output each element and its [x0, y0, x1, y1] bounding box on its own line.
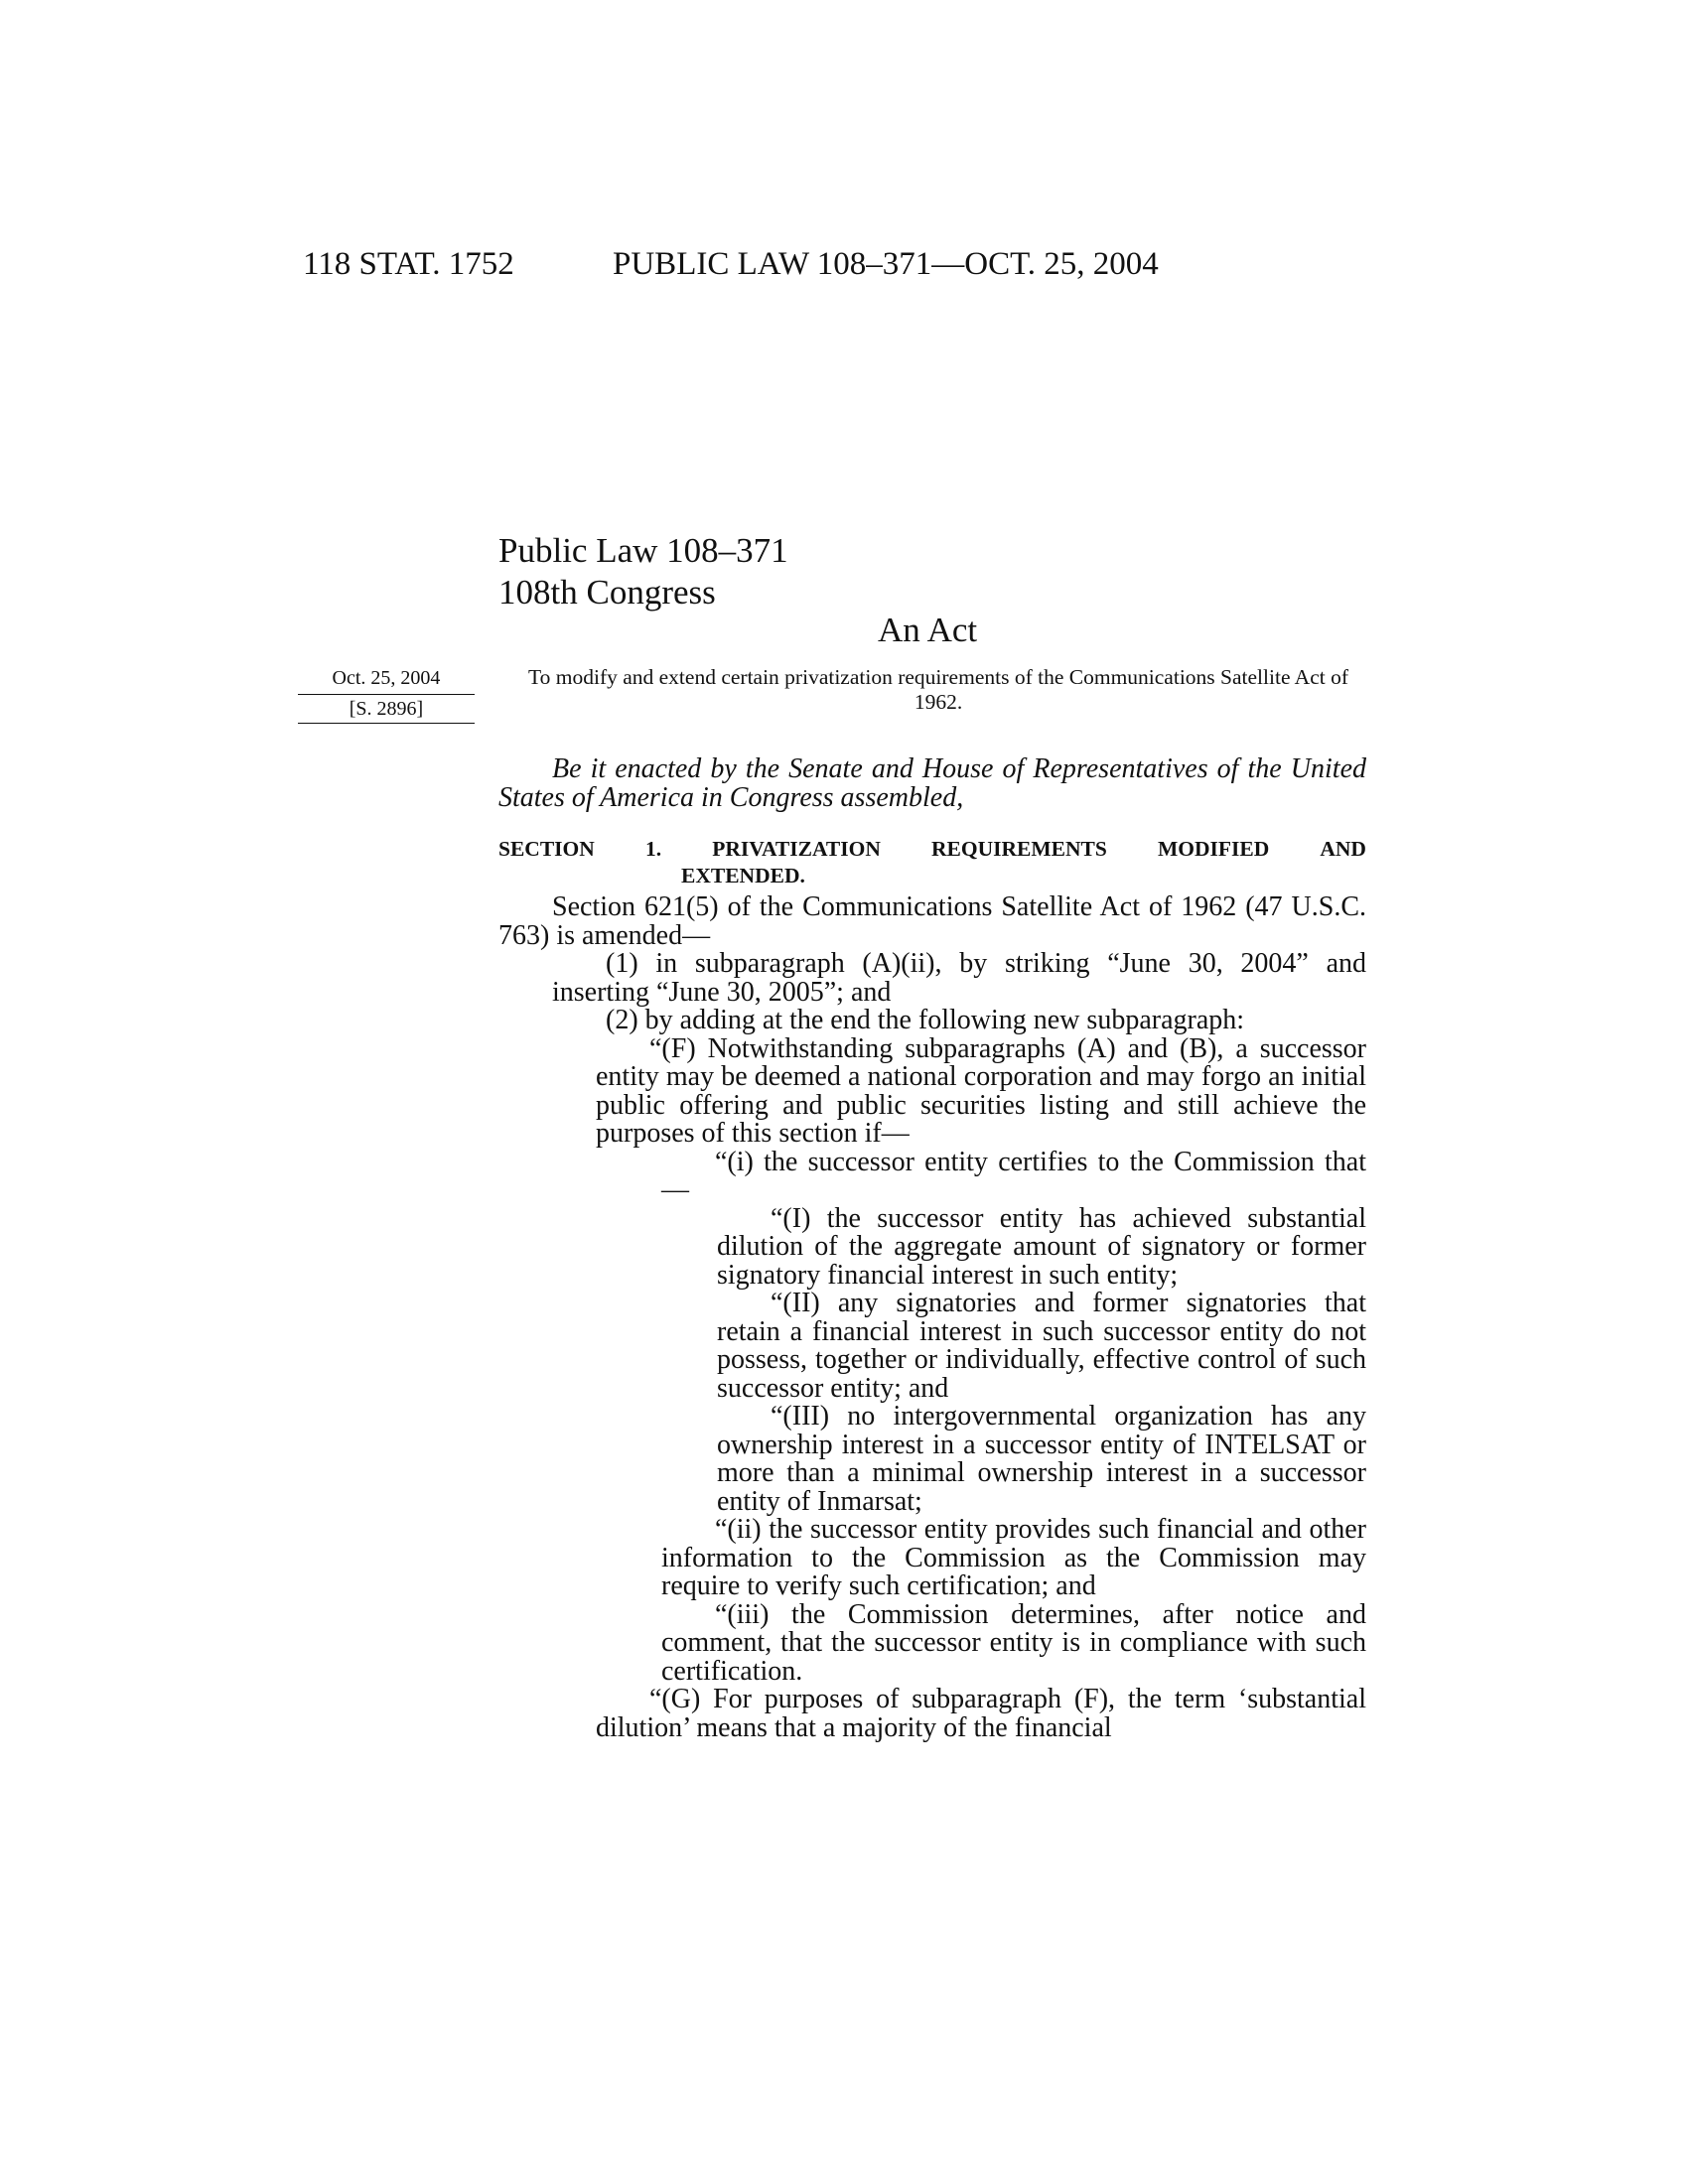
subparagraph-F: “(F) Notwithstanding subparagraphs (A) and (B), a successor entity may be deemed a national corporation and may forgo an initial public offering and public securities listing and still achieve the purposes of this section if— — [596, 1032, 1366, 1149]
act-purpose: To modify and extend certain privatization requirements of the Communications Satellite Act of 1962. — [527, 665, 1349, 714]
paragraph-2: (2) by adding at the end the following new subparagraph: — [606, 1005, 1245, 1035]
subclause-II: “(II) any signatories and former signatories that retain a financial interest in such successor entity do not possess, together or individually, effective control of such successor entity; and — [717, 1288, 1366, 1404]
bill-number: [S. 2896] — [298, 698, 475, 724]
clause-iii: “(iii) the Commission determines, after notice and comment, that the successor entity is in compliance with such certification. — [661, 1598, 1366, 1687]
act-heading: An Act — [878, 611, 978, 649]
subclause-I: “(I) the successor entity has achieved substantial dilution of the aggregate amount of signatory or former signatory financial interest in such entity; — [717, 1202, 1366, 1291]
section-title-word: MODIFIED — [1157, 837, 1270, 861]
enacting-clause: Be it enacted by the Senate and House of Representatives of the United States of America in Congress assembled, — [498, 753, 1366, 813]
running-head: PUBLIC LAW 108–371—OCT. 25, 2004 — [613, 246, 1159, 282]
section-label: SECTION — [498, 837, 595, 861]
section-title-continued: EXTENDED. — [681, 864, 805, 887]
congress-number: 108th Congress — [498, 573, 716, 612]
margin-note — [298, 667, 475, 724]
enactment-date: Oct. 25, 2004 — [298, 667, 475, 695]
amendment-intro: Section 621(5) of the Communications Satellite Act of 1962 (47 U.S.C. 763) is amended— — [498, 891, 1366, 951]
subclause-III: “(III) no intergovernmental organization has any ownership interest in a successor entity of INTELSAT or more than a minimal ownership interest in a successor entity of Inmarsat; — [717, 1401, 1366, 1517]
public-law-number: Public Law 108–371 — [498, 531, 788, 570]
page-stat-reference: 118 STAT. 1752 — [303, 246, 514, 282]
section-title-word: AND — [1320, 837, 1366, 861]
clause-i: “(i) the successor entity certifies to the Commission that— — [661, 1146, 1366, 1205]
subparagraph-G: “(G) For purposes of subparagraph (F), the term ‘substantial dilution’ means that a majority of the financial — [596, 1684, 1366, 1743]
section-heading — [498, 836, 1366, 889]
paragraph-1: (1) in subparagraph (A)(ii), by striking “June 30, 2004” and inserting “June 30, 2005”; and — [552, 948, 1366, 1008]
section-title-word: PRIVATIZATION — [712, 837, 881, 861]
section-number: 1. — [644, 837, 662, 861]
section-title-word: REQUIREMENTS — [931, 837, 1107, 861]
section-body — [498, 893, 1366, 1742]
clause-ii: “(ii) the successor entity provides such financial and other information to the Commission as the Commission may require to verify such certification; and — [661, 1514, 1366, 1601]
